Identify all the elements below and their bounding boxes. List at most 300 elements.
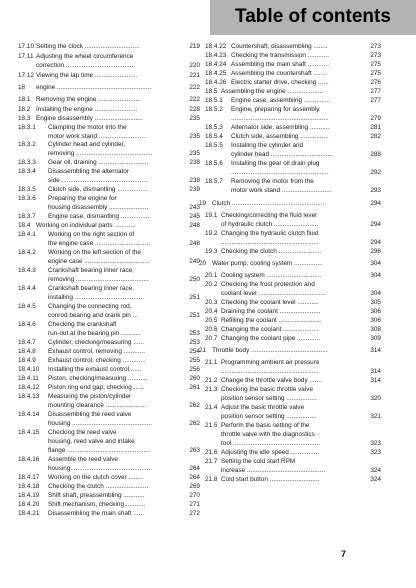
toc-entry-page: 248 [189,239,200,247]
toc-entry-number: 18.4.2 [18,249,36,256]
toc-entry-page: 281 [370,124,381,131]
toc-entry-number: 20.7 [205,335,218,342]
toc-entry-number: 18.4.4 [18,285,36,292]
toc-entry[interactable] [199,88,381,97]
toc-entry[interactable] [18,159,200,168]
toc-entry-page: 277 [370,88,381,95]
toc-entry-page: 323 [370,439,381,447]
toc-entry[interactable] [199,335,381,344]
toc-entry-page: 306 [370,317,381,324]
toc-entry-title: Installing the cylinder and [231,142,304,149]
toc-entry[interactable] [18,267,200,285]
toc-entry-title: housing. ............................................ [48,464,153,472]
toc-entry-title: Change the throttle valve body ....... [221,377,322,384]
page-number: 7 [340,549,346,559]
toc-entry-number: 18.4.14 [18,411,40,418]
toc-entry-number: 18.4.1 [18,231,36,238]
toc-entry[interactable] [199,404,381,422]
toc-entry-title: engine case ..................................... [48,257,150,265]
toc-entry[interactable] [199,272,381,281]
toc-entry-title: Programming ambient air pressure [221,359,320,366]
toc-entry-number: 18.4.15 [18,429,40,436]
toc-entry-number: 18.5.4 [205,133,223,140]
toc-entry-page: 288 [370,150,381,158]
toc-entry[interactable] [199,133,381,142]
toc-entry-page: 260 [189,375,200,382]
toc-entry-title: Checking/correcting the fluid level [221,212,317,219]
toc-entry-number: 18.3.3 [18,159,36,166]
toc-entry-number: 18.4.17 [18,474,40,481]
toc-entry-page: 304 [370,272,381,279]
toc-entry-title: Shift mechanism, checking ........... [48,501,146,508]
toc-entry-page: 235 [189,115,200,122]
toc-entry-title: removing ......................................... [48,275,149,283]
toc-entry-page: 306 [370,308,381,315]
toc-entry-title: Throttle body ........................................... [212,347,328,354]
toc-entry-number: 18.4.9 [18,357,36,364]
toc-entry-number: 18 [18,84,26,91]
toc-entry-title: Electric starter drive, checking ...... [231,79,329,86]
toc-entry-title: ....................................................... [231,168,329,176]
toc-entry-title: Draining the coolant ....................... [221,308,321,315]
toc-entry-title: Engine, preparing for assembly [231,106,320,113]
toc-entry-page: 245 [189,213,200,220]
toc-entry-title: Perform the basic setting of the [221,422,310,429]
toc-entry-page: 238 [189,176,200,184]
toc-entry[interactable] [18,483,200,492]
toc-entry-number: 21 [199,347,207,354]
toc-entry-title: Assemble the reed valve [48,456,118,463]
toc-entry-title: engine ..................................................... [36,84,152,91]
toc-entry-title: Alternator side, assembling ........... [231,124,330,131]
toc-entry-title: Disassembling the main shaft ...... [48,510,144,517]
toc-entry-page: 294 [370,200,381,207]
toc-entry-number: 18.4.19 [18,492,40,499]
toc-entry-title: increase ............................................ [221,466,326,474]
toc-entry-number: 18.4.18 [18,483,40,490]
toc-entry-number: 20.1 [205,272,218,279]
toc-entry-number: 19.2 [205,230,218,237]
toc-entry-number: 18.4.8 [18,348,36,355]
toc-entry-number: 18.3.4 [18,168,36,175]
toc-entry-title: Setting the clock ............................... [36,43,140,50]
toc-entry-title: Gear oil, draining ............................ [48,159,149,166]
toc-entry[interactable] [18,53,200,71]
toc-entry-title: of hydraulic clutch ......................... [221,220,319,228]
toc-entry-page: 253 [189,329,200,337]
toc-entry[interactable] [18,366,200,375]
toc-entry-page: 314 [370,377,381,384]
toc-entry-page: 251 [189,311,200,319]
toc-entry[interactable] [199,299,381,308]
toc-entry-title: correction ...................................... [36,61,134,69]
toc-entry-number: 19 [199,200,207,207]
toc-entry-page: 264 [189,474,200,481]
toc-entry-title: Working on the clutch cover ........ [48,474,143,481]
toc-entry-title: Crankshaft bearing inner race, [48,267,134,274]
toc-entry-number: 18.4.7 [18,339,36,346]
toc-entry-page: 292 [370,168,381,176]
toc-entry-title: Assembling the countershaft ....... [231,70,326,77]
toc-entry-page: 282 [370,133,381,140]
toc-entry-number: 21.3 [205,386,218,393]
toc-entry-page: 308 [370,326,381,333]
toc-entry-title: the engine case ............................... [48,239,150,247]
toc-entry[interactable] [199,61,381,70]
toc-entry-title: Shift shaft, preassembling ............ [48,492,145,499]
toc-entry-title: Assembling the engine .................... [221,88,323,95]
toc-entry-number: 17.12 [18,72,34,79]
toc-entry-page: 251 [189,293,200,301]
toc-entry-title: Setting the cold start RPM [221,458,296,465]
toc-entry-title: motor work stand ............................ [231,186,332,194]
toc-entry-page: 294 [370,220,381,228]
toc-entry-number: 20.5 [205,317,218,324]
toc-entry-title: Installing the gear oil drain plug [231,160,320,167]
toc-entry-page: 304 [370,260,381,267]
toc-entry-page: 270 [189,492,200,499]
toc-entry[interactable] [18,168,200,186]
toc-entry-number: 18.3.2 [18,141,36,148]
toc-entry[interactable] [18,303,200,321]
toc-entry-title: Installing the engine ........................ [36,106,138,113]
toc-entry-number: 18.4.6 [18,321,36,328]
toc-entry-number: 20 [199,260,207,267]
toc-entry[interactable] [18,492,200,501]
toc-entry-number: 21.7 [205,458,218,465]
toc-entry-title: Adjusting the idle speed ................ [221,449,320,456]
toc-entry[interactable] [18,411,200,429]
toc-entry[interactable] [199,124,381,133]
toc-entry-title: Changing the connecting rod, [48,303,132,310]
toc-entry[interactable] [199,212,381,230]
toc-entry-page: 228 [189,106,200,113]
toc-entry-number: 18.4 [18,222,31,229]
toc-entry-page: 314 [370,367,381,375]
toc-entry-title: Clamping the motor into the [48,124,127,131]
toc-entry[interactable] [199,347,381,356]
toc-entry-title: Engine disassembly ........................... [36,115,143,122]
toc-entry-page: 235 [189,132,200,140]
toc-entry-title: Exhaust control, removing ............ [48,348,145,355]
toc-entry-page: 324 [370,476,381,483]
toc-entry[interactable] [199,230,381,248]
toc-entry[interactable] [199,178,381,196]
toc-entry[interactable] [199,317,381,326]
toc-entry-number: 18.3.1 [18,124,36,131]
toc-entry[interactable] [199,377,381,386]
toc-entry-page: 243 [189,203,200,211]
toc-entry-number: 18.3.5 [18,186,36,193]
toc-entry-title: removing ........................................... [48,149,153,157]
toc-entry-title: Assembling the main shaft ............ [231,61,330,68]
toc-entry[interactable] [18,501,200,510]
toc-entry[interactable] [18,339,200,348]
toc-entry[interactable] [18,124,200,142]
toc-entry-title: conrod bearing and crank pin ... [48,311,138,319]
toc-entry-page: 324 [370,466,381,474]
toc-entry-title: Viewing the lap time ........................ [36,72,138,79]
toc-entry[interactable] [18,474,200,483]
toc-entry[interactable] [199,476,381,485]
toc-entry-title: Working on individual parts ............ [36,222,136,229]
toc-entry-title: flange ............................................... [48,446,151,454]
toc-entry-page: 222 [189,96,200,103]
toc-entry-page: 261 [189,384,200,391]
toc-entry-page: 294 [370,238,381,246]
toc-entry-page: 221 [189,72,200,79]
toc-entry-title: ....................................................... [221,238,319,246]
toc-entry-title: motor work stand ........................... [48,132,147,140]
toc-entry-title: Checking the crankshaft [48,321,117,328]
toc-entry-number: 18.4.10 [18,366,40,373]
toc-entry-page: 304 [370,289,381,297]
toc-entry-title: Adjusting the wheel circumference [36,53,134,60]
toc-entry[interactable] [199,248,381,257]
toc-entry-page: 323 [370,449,381,456]
toc-entry[interactable] [199,79,381,88]
toc-entry-number: 18.4.16 [18,456,40,463]
toc-entry[interactable] [199,458,381,476]
toc-entry[interactable] [199,281,381,299]
toc-entry-title: Piston ring end gap, checking ...... [48,384,145,391]
toc-entry-title: Disassembling the alternator [48,168,129,175]
toc-entry-page: 262 [189,401,200,409]
toc-entry[interactable] [18,106,200,115]
toc-entry-page: 250 [189,275,200,283]
header-bar [210,0,416,35]
toc-entry-page: 320 [370,394,381,402]
toc-entry[interactable] [199,70,381,79]
toc-entry-page: 256 [189,366,200,373]
toc-entry[interactable] [18,213,200,222]
toc-entry-title: Removing the motor from the [231,178,314,185]
toc-entry[interactable] [18,285,200,303]
toc-entry-number: 21.5 [205,422,218,429]
toc-entry-number: 18.3.6 [18,195,36,202]
toc-entry[interactable] [18,84,200,93]
toc-entry-title: Engine case, assembling ............... [231,97,331,104]
toc-entry-title: throttle valve with the diagnostics [221,430,315,438]
toc-entry[interactable] [18,357,200,366]
toc-entry-page: 222 [189,84,200,91]
toc-entry-title: ....................................................... [221,367,319,375]
toc-entry-number: 18.2 [18,106,31,113]
toc-entry-page: 296 [370,248,381,255]
toc-entry-number: 18.4.22 [205,43,227,50]
toc-entry-title: Crankshaft bearing inner race, [48,285,134,292]
toc-entry-page: 279 [370,114,381,122]
toc-entry-title: Water pump, cooling system ................ [212,260,323,267]
toc-entry-title: Changing the coolant pipe ............. [221,335,321,342]
toc-entry-title: Removing the engine ........................ [36,96,141,103]
toc-entry-title: Exhaust control, checking ............. [48,357,146,364]
toc-entry-title: mounting clearance ....................... [48,401,147,409]
toc-entry-number: 18.1 [18,96,31,103]
toc-entry-number: 18.4.23 [205,52,227,59]
toc-entry[interactable] [18,72,200,81]
toc-entry-title: Cylinder head and cylinder, [48,141,126,148]
toc-entry-number: 18.4.13 [18,393,40,400]
toc-entry-page: 219 [189,43,200,50]
toc-entry-number: 18.5.3 [205,124,223,131]
toc-entry[interactable] [199,308,381,317]
toc-entry[interactable] [18,429,200,456]
toc-entry-page: 235 [189,149,200,157]
toc-entry-page: 276 [370,79,381,86]
toc-entry-number: 18.4.24 [205,61,227,68]
toc-entry-number: 21.2 [205,377,218,384]
toc-entry-title: Working on the left section of the [48,249,141,256]
toc-entry[interactable] [199,422,381,449]
toc-entry-number: 21.1 [205,359,218,366]
toc-entry-number: 18.4.5 [18,303,36,310]
toc-entry-number: 18.5.2 [205,106,223,113]
toc-entry-title: Checking the basic throttle valve [221,386,314,393]
toc-entry-title: Working on the right section of [48,231,135,238]
toc-entry-title: housing, reed valve and intake [48,437,135,445]
toc-entry-number: 18.5.6 [205,160,223,167]
toc-entry-title: Cooling system ............................... [221,272,322,279]
toc-entry-number: 20.2 [205,281,218,288]
toc-entry-title: housing ............................................. [48,419,153,427]
toc-entry-title: tool ................................................. [221,439,321,447]
toc-entry-page: 239 [189,186,200,193]
toc-entry-title: Measuring the piston/cylinder [48,393,132,400]
toc-entry[interactable] [199,43,381,52]
toc-entry-number: 18.4.12 [18,384,40,391]
toc-entry-title: side ................................................. [48,176,149,184]
toc-entry-page: 220 [189,61,200,69]
toc-entry-number: 20.6 [205,326,218,333]
toc-entry[interactable] [199,97,381,106]
toc-entry-page: 253 [189,339,200,346]
toc-entry-page: 314 [370,347,381,354]
toc-entry[interactable] [18,43,200,52]
toc-entry-number: 18.4.21 [18,510,40,517]
toc-entry[interactable] [18,510,200,519]
toc-entry[interactable] [18,375,200,384]
toc-entry-title: position sensor setting ................. [221,394,317,402]
toc-entry-number: 17.11 [18,53,34,60]
toc-entry[interactable] [199,449,381,458]
toc-entry-title: Preparing the engine for [48,195,117,202]
toc-entry-number: 18.5.1 [205,97,223,104]
toc-entry-page: 273 [370,52,381,59]
toc-entry[interactable] [18,115,200,124]
toc-entry[interactable] [18,222,200,231]
toc-entry-page: 263 [189,446,200,454]
toc-entry-title: Adjust the basic throttle valve [221,404,305,411]
toc-entry-title: position sensor setting ................. [221,412,317,420]
page-title: Table of contents [235,6,391,27]
toc-entry-title: housing disassembly ...................... [48,203,149,211]
toc-entry-title: Clutch side, assembling ................ [231,133,329,140]
toc-entry-page: 249 [189,257,200,265]
toc-entry-number: 18.4.25 [205,70,227,77]
toc-entry-number: 20.4 [205,308,218,315]
toc-entry-number: 17.10 [18,43,34,50]
toc-entry[interactable] [199,260,381,269]
toc-entry-title: Checking the frost protection and [221,281,315,288]
toc-entry-title: Clutch .................................................... [212,200,325,207]
toc-entry-number: 19.3 [205,248,218,255]
toc-entry[interactable] [18,186,200,195]
toc-entry[interactable] [18,96,200,105]
toc-entry[interactable] [199,326,381,335]
toc-entry-page: 262 [189,419,200,427]
toc-entry-page: 254 [189,348,200,355]
toc-entry-page: 264 [189,464,200,472]
toc-entry[interactable] [199,200,381,209]
toc-entry-page: 275 [370,61,381,68]
toc-entry-number: 18.5 [205,88,218,95]
toc-entry-title: Cold start button ............................ [221,476,320,483]
toc-entry-number: 18.3 [18,115,31,122]
toc-entry-page: 248 [189,222,200,229]
toc-entry-page: 272 [189,510,200,517]
toc-entry[interactable] [199,359,381,377]
toc-entry-page: 293 [370,186,381,194]
toc-entry-number: 18.4.11 [18,375,39,382]
toc-entry-page: 305 [370,299,381,306]
toc-entry-title: Checking the clutch ........................ [221,248,322,255]
toc-entry[interactable] [18,456,200,474]
toc-entry-title: Checking the coolant level ............ [221,299,319,306]
toc-entry-title: Changing the hydraulic clutch fluid [221,230,319,237]
toc-entry[interactable] [199,386,381,404]
toc-entry-number: 20.3 [205,299,218,306]
toc-entry-title: Countershaft, disassembling ........ [231,43,328,50]
toc-entry-page: 269 [189,483,200,490]
toc-entry[interactable] [199,160,381,178]
toc-entry[interactable] [18,348,200,357]
toc-entry[interactable] [18,195,200,213]
toc-entry[interactable] [199,106,381,124]
toc-entry-title: Refilling the coolant ........................ [221,317,322,324]
toc-entry-number: 18.5.5 [205,142,223,149]
toc-entry-page: 321 [370,412,381,420]
toc-entry[interactable] [18,141,200,159]
toc-entry[interactable] [18,321,200,339]
toc-entry[interactable] [18,231,200,249]
toc-entry[interactable] [18,249,200,267]
toc-entry-number: 21.6 [205,449,218,456]
toc-entry-number: 18.4.20 [18,501,40,508]
toc-entry[interactable] [18,384,200,393]
toc-entry-title: Checking the transmission ............ [231,52,330,59]
toc-entry-title: Installing the exhaust control ...... [48,366,142,373]
toc-entry[interactable] [199,142,381,160]
toc-entry-title: Checking the reed valve [48,429,117,436]
toc-entry-title: Engine case, dismantling ................ [48,213,150,220]
toc-entry-number: 19.1 [205,212,218,219]
toc-entry-title: run-out at the bearing pin ........... [48,329,141,337]
toc-entry-title: Piston, checking/measuring ........... [48,375,148,382]
toc-entry-title: Clutch side, dismantling ................. [48,186,148,193]
toc-entry-title: ....................................................... [231,114,329,122]
toc-entry-number: 21.8 [205,476,218,483]
toc-entry-page: 309 [370,335,381,342]
toc-entry-page: 275 [370,70,381,77]
toc-entry-number: 21.4 [205,404,218,411]
toc-entry-title: installing ....................................... [48,293,144,301]
toc-entry[interactable] [199,52,381,61]
toc-entry-page: 271 [189,501,200,508]
toc-entry[interactable] [18,393,200,411]
toc-entry-number: 18.4.26 [205,79,227,86]
toc-entry-page: 255 [189,357,200,364]
